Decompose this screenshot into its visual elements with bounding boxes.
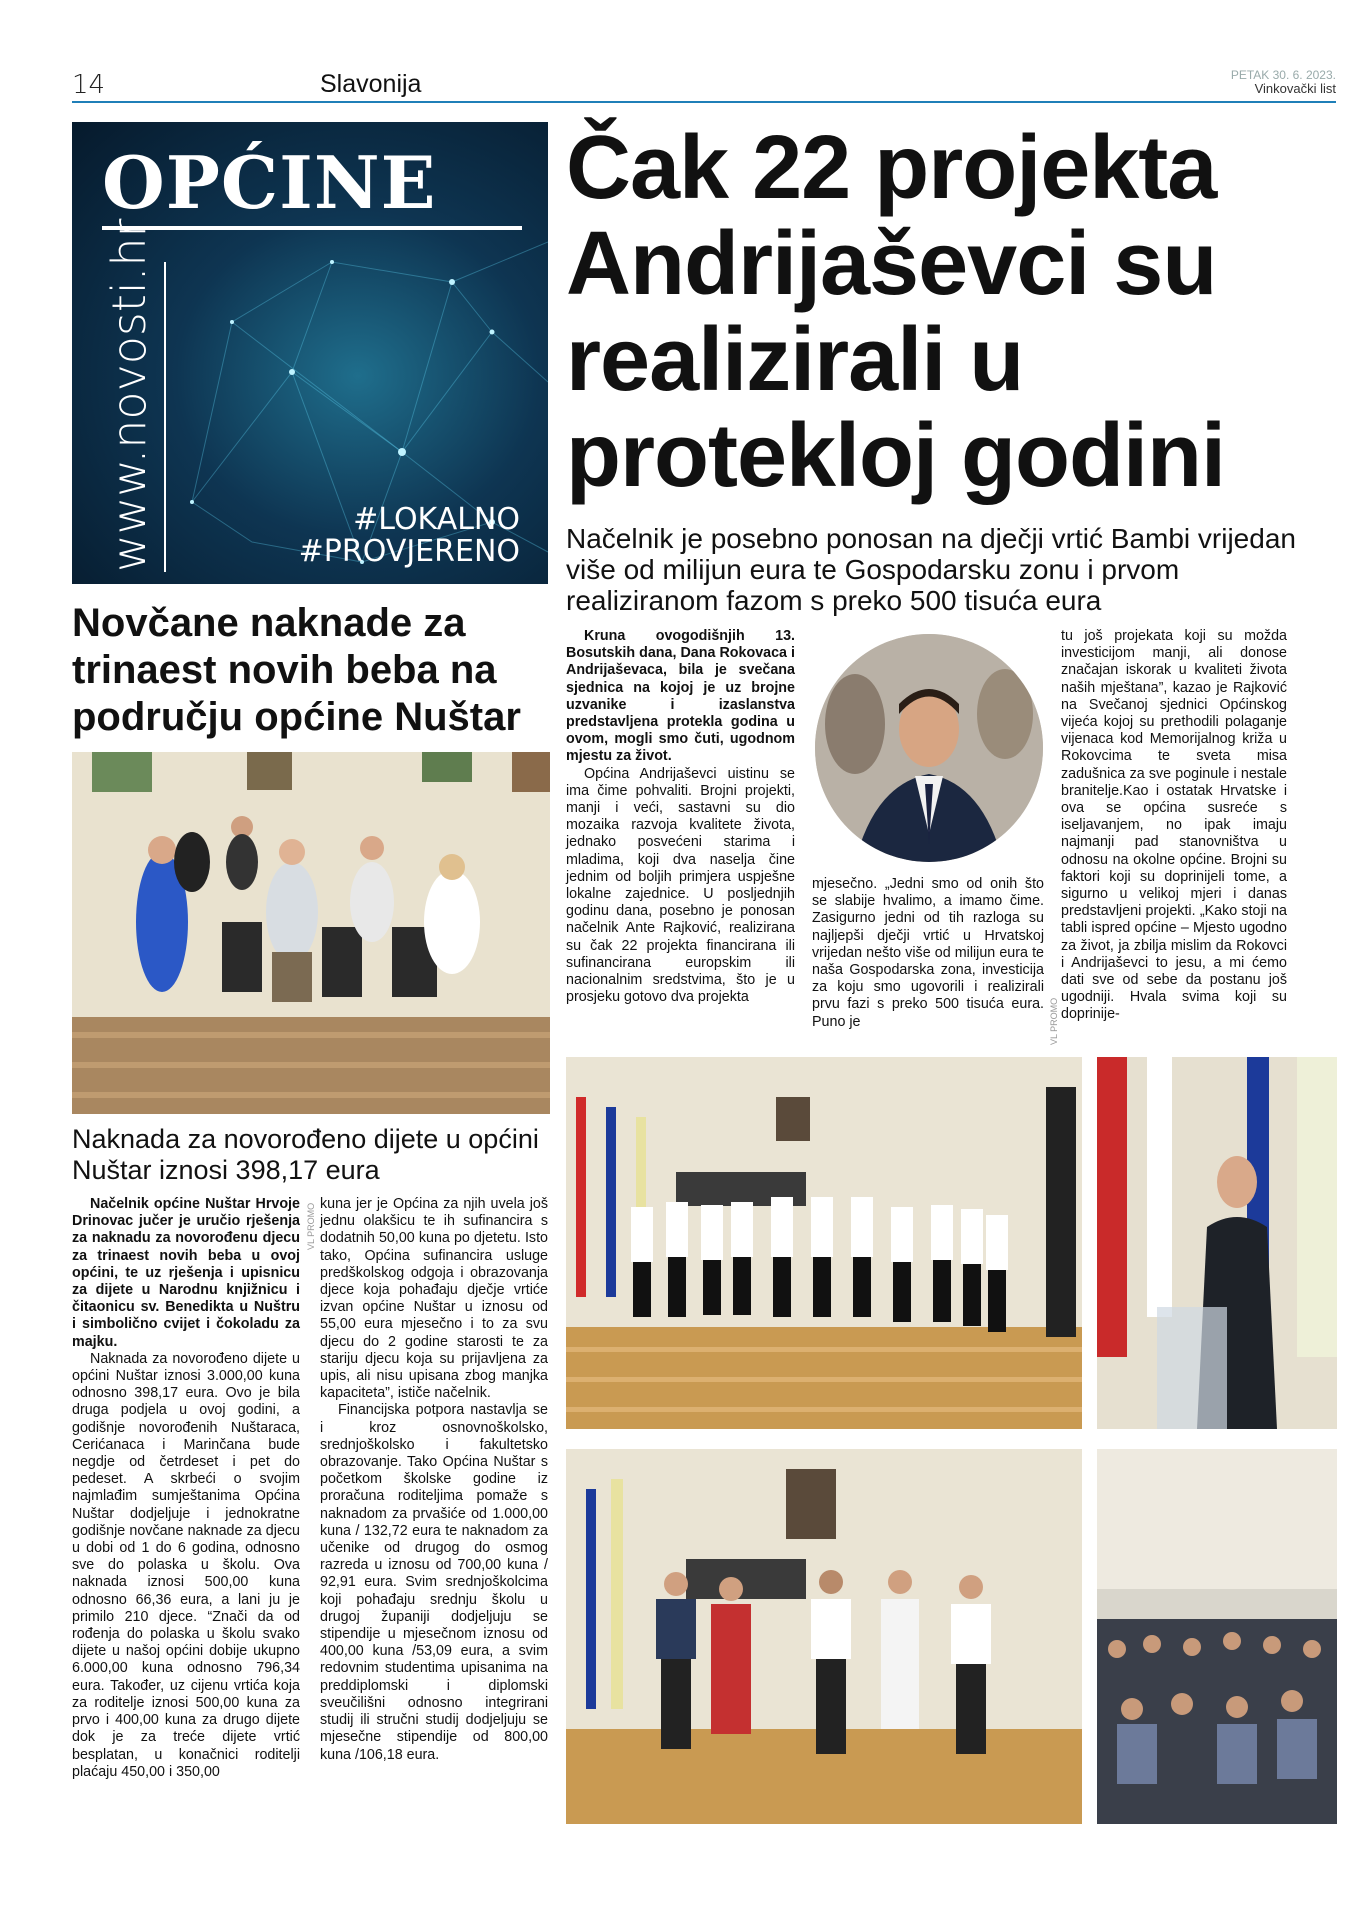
banner-tags xyxy=(299,504,520,568)
section-title: Slavonija xyxy=(320,70,422,98)
left-article-column-2 xyxy=(320,1196,548,1764)
banner-rule xyxy=(102,226,522,230)
tag-lokalno: #LOKALNO xyxy=(353,502,520,537)
main-article-headline: Čak 22 projekta Andrijaševci su realizirali u protekloj godini xyxy=(566,118,1225,506)
left-article-column-1 xyxy=(72,1196,300,1781)
main-article-credit: VL PROMO xyxy=(1049,997,1059,1045)
banner-title: OPĆINE xyxy=(102,140,437,225)
left-article-paragraph: Financijska potpora nastavlja se i kroz osnovnoškolsko, srednjoškolsko i fakultetsko obrazovanje. Tako Općina Nuštar s početkom školske godine iz proračuna roditeljima pomaže s naknadom za prvašiće od 1.000,00 kuna / 132,72 eura te naknadom za učenike od drugog do osmog razreda u iznosu od 700,00 kuna / 92,91 eura. Svim srednjoškolcima koji pohađaju srednju školu u drugoj županiji dodjeljuju se stipendije u mjesečnom iznosu od 400,00 kuna /53,09 eura, a svim redovnim studentima upisanima na preddiplomski i diplomski sveučilišni odnosno integrirani studij ili stručni studij dodjeljuju se mjesečne stipendije od 800,00 kuna /106,18 eura. xyxy=(320,1402,548,1763)
tag-provjereno: #PROVJERENO xyxy=(298,534,520,569)
photo-speaker-podium xyxy=(1097,1057,1337,1429)
page-number: 14 xyxy=(72,70,106,100)
publication-name: Vinkovački list xyxy=(1254,81,1336,96)
left-article-headline: Novčane naknade za trinaest novih beba na području općine Nuštar xyxy=(72,601,521,739)
main-article-column-1 xyxy=(566,628,795,1006)
main-article-column-3 xyxy=(1061,628,1287,1024)
banner-url: www.novosti.hr xyxy=(102,218,156,572)
left-article-paragraph: Naknada za novorođeno dijete u općini Nuštar iznosi 3.000,00 kuna odnosno 398,17 eura. Ovo je bila druga podjela u ovoj godini, a godišnje novorođenih Nuštaraca, Cerićanaca i Marinčana bude negdje od četrdeset i pet do pedeset. A skrbeći o svojim najmlađim sumještanima Općina Nuštar dodjeljuje i jednokratne godišnje novčane naknade za djecu u dobi od 1 do 6 godina, odnosno sve do polaska u školu. Ova naknada iznosi 500,00 kuna odnosno 66,36 eura, a lani ju je primilo 210 djece. “Znači da od rođenja do polaska u školu svako dijete u našoj općini dobije ukupno 6.000,00 kuna odnosno 796,34 eura. Također, uz cijenu vrtića koja za roditelje iznosi 500,00 kuna za prvo i 400,00 kuna za drugo dijete dok je za treće dijete vrtić besplatan, u konačnici roditelji plaćaju 450,00 i 350,00 xyxy=(72,1350,300,1780)
photo-mayor-portrait xyxy=(815,634,1043,862)
photo-choir xyxy=(566,1057,1082,1429)
photo-presenters xyxy=(566,1449,1082,1824)
left-article-subheadline: Naknada za novorođeno dijete u općini Nuštar iznosi 398,17 eura xyxy=(72,1124,539,1185)
main-article-paragraph: mjesečno. „Jedni smo od onih što se slabije hvalimo, a imamo čime. Zasigurno jedni od tih razloga su najljepši dječji vrtić u Hrvatskoj vrijedan nešto više od milijun eura te naša Gospodarska zona, investicija za koju smo ugovorili i realizirali prvu fazi s preko 500 tisuća eura. Puno je xyxy=(812,876,1044,1030)
photo-parents-seated xyxy=(72,752,550,1114)
main-article-lead: Kruna ovogodišnjih 13. Bosutskih dana, Dana Rokovaca i Andrijaševaca, bila je svečana sjednica na kojoj je uz brojne uzvanike i izaslanstva predstavljena protekla godina u ovom, mogli smo čuti, ugodnom mjestu za život. xyxy=(566,628,795,765)
left-article-lead: Načelnik općine Nuštar Hrvoje Drinovac jučer je uručio rješenja za naknadu za novorođenu djecu za trinaest novih beba u ovoj općini, te uz rješenja i upisnicu za dijete u Narodnu knjižnicu i čitaonicu sv. Benedikta u Nuštru i simbolično cvijet i čokoladu za majku. xyxy=(72,1196,300,1350)
main-article-paragraph: Općina Andrijaševci uistinu se ima čime pohvaliti. Brojni projekti, manji i veći, sastavni su dio mozaika razvoja kvalitete života, jednako posvećeni starima i mladima, koji dva naselja čine jednim od boljih primjera uspješne lokalne zajednice. U posljednjih godinu dana, posebno je ponosan načelnik Ante Rajković, realizirana su čak 22 projekta financirana ili sufinancirana europskim ili nacionalnim sredstvima, što je u prosjeku gotovo dva projekta xyxy=(566,765,795,1006)
main-article-column-2 xyxy=(812,876,1044,1031)
main-article-deck: Načelnik je posebno ponosan na dječji vrtić Bambi vrijedan više od milijun eura te Gospodarsku zonu i prvom realiziranom fazom s preko 500 tisuća eura xyxy=(566,523,1296,616)
left-article-credit: VL PROMO xyxy=(306,1202,316,1250)
header-rule xyxy=(72,101,1336,103)
banner-vertical-rule xyxy=(164,262,166,572)
issue-info xyxy=(1231,68,1336,96)
left-article-paragraph: kuna jer je Općina za njih uvela još jednu olakšicu te ih sufinancira s dodatnih 50,00 kuna po djetetu. Isto tako, Općina sufinancira usluge predškolskog odgoja i obrazovanja djece koja pohađaju dječje vrtiće izvan općine Nuštar u iznosu od 55,00 eura mjesečno i to za svu djecu do 2 godine starosti te za stariju djecu koja su prijavljena za upis, ali nisu upisana zbog manjka kapaciteta”, ističe načelnik. xyxy=(320,1196,548,1402)
main-article-paragraph: tu još projekata koji su možda investicijom manji, ali donose značajan iskorak u kvaliteti života naših mještana”, kazao je Rajković na Svečanoj sjednici Općinskog vijeća kojoj su prethodili polaganje vijenaca kod Memorijalnog križa u Rokovcima te sveta misa zadušnica za sve poginule i nestale branitelje.Kao i ostatak Hrvatske i ova se općina susreće s iseljavanjem, no ipak imaju najmanji pad stanovništva u odnosu na okolne općine. Brojni su faktori koji su doprinijeli tome, a sigurno u velikoj mjeri i danas predstavljeni projekti. „Kako stoji na tabli ispred općine – Mjesto ugodno za život, ja zbilja mislim da Rokovci i Andrijaševci to jesu, a mi ćemo dati sve od sebe da postanu još ugodniji. Hvala svima koji su doprinije- xyxy=(1061,628,1287,1023)
opcine-banner xyxy=(72,122,548,584)
issue-date: PETAK 30. 6. 2023. xyxy=(1230,68,1336,82)
photo-audience xyxy=(1097,1449,1337,1824)
